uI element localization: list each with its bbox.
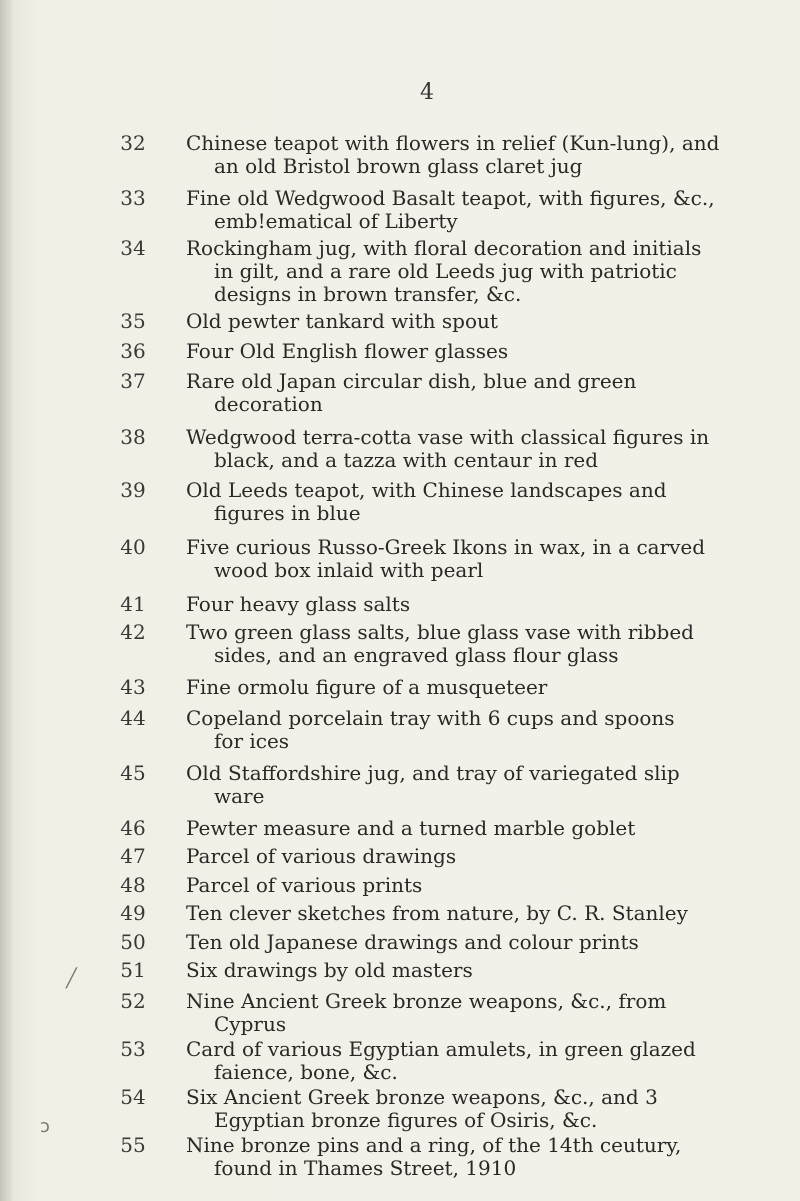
lot-number: 49 bbox=[120, 901, 146, 925]
handwritten-mark-icon: ╱ bbox=[66, 968, 77, 989]
lot-description-line: Five curious Russo-Greek Ikons in wax, in a carved bbox=[186, 535, 706, 559]
lot-description bbox=[186, 426, 786, 472]
lot-description bbox=[186, 707, 786, 753]
lot-number: 37 bbox=[120, 369, 146, 393]
lot-description bbox=[186, 132, 786, 178]
lot-description-line: designs in brown transfer, &c. bbox=[214, 282, 522, 306]
lot-description-line: wood box inlaid with pearl bbox=[214, 558, 484, 582]
lot-description bbox=[186, 990, 786, 1036]
lot-description-line: Six Ancient Greek bronze weapons, &c., and 3 bbox=[186, 1085, 658, 1109]
page-number: 4 bbox=[420, 80, 434, 105]
lot-number: 32 bbox=[120, 131, 146, 155]
lot-description bbox=[186, 310, 786, 333]
lot-description-line: found in Thames Street, 1910 bbox=[214, 1156, 517, 1180]
lot-number: 36 bbox=[120, 339, 146, 363]
lot-description bbox=[186, 1086, 786, 1132]
lot-description-line: Two green glass salts, blue glass vase with ribbed bbox=[186, 620, 694, 644]
lot-description bbox=[186, 237, 786, 306]
lot-description-line: Old pewter tankard with spout bbox=[186, 309, 498, 333]
lot-number: 33 bbox=[120, 186, 146, 210]
lot-number: 48 bbox=[120, 873, 146, 897]
lot-description-line: faience, bone, &c. bbox=[214, 1060, 398, 1084]
lot-description-line: Parcel of various prints bbox=[186, 873, 423, 897]
lot-description bbox=[186, 959, 786, 982]
lot-description-line: Chinese teapot with flowers in relief (Kun-lung), and bbox=[186, 131, 720, 155]
lot-description-line: Rockingham jug, with floral decoration and initials bbox=[186, 236, 702, 260]
lot-description-line: for ices bbox=[214, 729, 290, 753]
lot-description-line: Nine Ancient Greek bronze weapons, &c., from bbox=[186, 989, 667, 1013]
lot-number: 55 bbox=[120, 1133, 146, 1157]
lot-description bbox=[186, 479, 786, 525]
lot-description bbox=[186, 1134, 786, 1180]
lot-number: 45 bbox=[120, 761, 146, 785]
lot-description bbox=[186, 1038, 786, 1084]
lot-number: 34 bbox=[120, 236, 146, 260]
lot-description bbox=[186, 340, 786, 363]
lot-description-line: Parcel of various drawings bbox=[186, 844, 457, 868]
lot-description-line: figures in blue bbox=[214, 501, 361, 525]
lot-description-line: in gilt, and a rare old Leeds jug with patriotic bbox=[214, 259, 677, 283]
lot-description-line: ware bbox=[214, 784, 265, 808]
lot-description bbox=[186, 874, 786, 897]
lot-number: 38 bbox=[120, 425, 146, 449]
lot-number: 41 bbox=[120, 592, 146, 616]
lot-number: 52 bbox=[120, 989, 146, 1013]
lot-description-line: Card of various Egyptian amulets, in green glazed bbox=[186, 1037, 696, 1061]
lot-number: 42 bbox=[120, 620, 146, 644]
lot-description bbox=[186, 187, 786, 233]
lot-description-line: emb!ematical of Liberty bbox=[214, 209, 458, 233]
lot-description-line: Wedgwood terra-cotta vase with classical figures in bbox=[186, 425, 710, 449]
lot-description-line: Six drawings by old masters bbox=[186, 958, 473, 982]
lot-number: 54 bbox=[120, 1085, 146, 1109]
lot-description-line: Four heavy glass salts bbox=[186, 592, 411, 616]
lot-description bbox=[186, 676, 786, 699]
lot-description-line: Nine bronze pins and a ring, of the 14th ceutury, bbox=[186, 1133, 682, 1157]
lot-description bbox=[186, 593, 786, 616]
lot-description-line: Old Leeds teapot, with Chinese landscapes and bbox=[186, 478, 667, 502]
lot-number: 50 bbox=[120, 930, 146, 954]
lot-description bbox=[186, 762, 786, 808]
lot-number: 39 bbox=[120, 478, 146, 502]
lot-description bbox=[186, 817, 786, 840]
lot-description-line: decoration bbox=[214, 392, 323, 416]
lot-number: 51 bbox=[120, 958, 146, 982]
lot-description bbox=[186, 902, 786, 925]
lot-description-line: Four Old English flower glasses bbox=[186, 339, 509, 363]
lot-description bbox=[186, 621, 786, 667]
lot-description-line: Copeland porcelain tray with 6 cups and spoons bbox=[186, 706, 675, 730]
lot-description-line: Rare old Japan circular dish, blue and green bbox=[186, 369, 637, 393]
lot-number: 43 bbox=[120, 675, 146, 699]
lot-description-line: Pewter measure and a turned marble goblet bbox=[186, 816, 636, 840]
lot-description-line: Ten old Japanese drawings and colour prints bbox=[186, 930, 639, 954]
lot-description bbox=[186, 931, 786, 954]
lot-description-line: black, and a tazza with centaur in red bbox=[214, 448, 599, 472]
lot-description-line: Old Staffordshire jug, and tray of variegated slip bbox=[186, 761, 680, 785]
lot-number: 47 bbox=[120, 844, 146, 868]
lot-description-line: an old Bristol brown glass claret jug bbox=[214, 154, 583, 178]
lot-description-line: Ten clever sketches from nature, by C. R. Stanley bbox=[186, 901, 688, 925]
lot-number: 35 bbox=[120, 309, 146, 333]
lot-number: 40 bbox=[120, 535, 146, 559]
lot-description-line: Egyptian bronze figures of Osiris, &c. bbox=[214, 1108, 598, 1132]
lot-description-line: Cyprus bbox=[214, 1012, 287, 1036]
page-edge bbox=[0, 0, 12, 1201]
lot-description bbox=[186, 536, 786, 582]
lot-number: 53 bbox=[120, 1037, 146, 1061]
lot-number: 46 bbox=[120, 816, 146, 840]
lot-description-line: Fine ormolu figure of a musqueteer bbox=[186, 675, 548, 699]
lot-description-line: sides, and an engraved glass flour glass bbox=[214, 643, 619, 667]
lot-description-line: Fine old Wedgwood Basalt teapot, with figures, &c., bbox=[186, 186, 715, 210]
lot-number: 44 bbox=[120, 706, 146, 730]
lot-description bbox=[186, 370, 786, 416]
lot-description bbox=[186, 845, 786, 868]
handwritten-mark-icon: ↄ bbox=[40, 1116, 50, 1137]
